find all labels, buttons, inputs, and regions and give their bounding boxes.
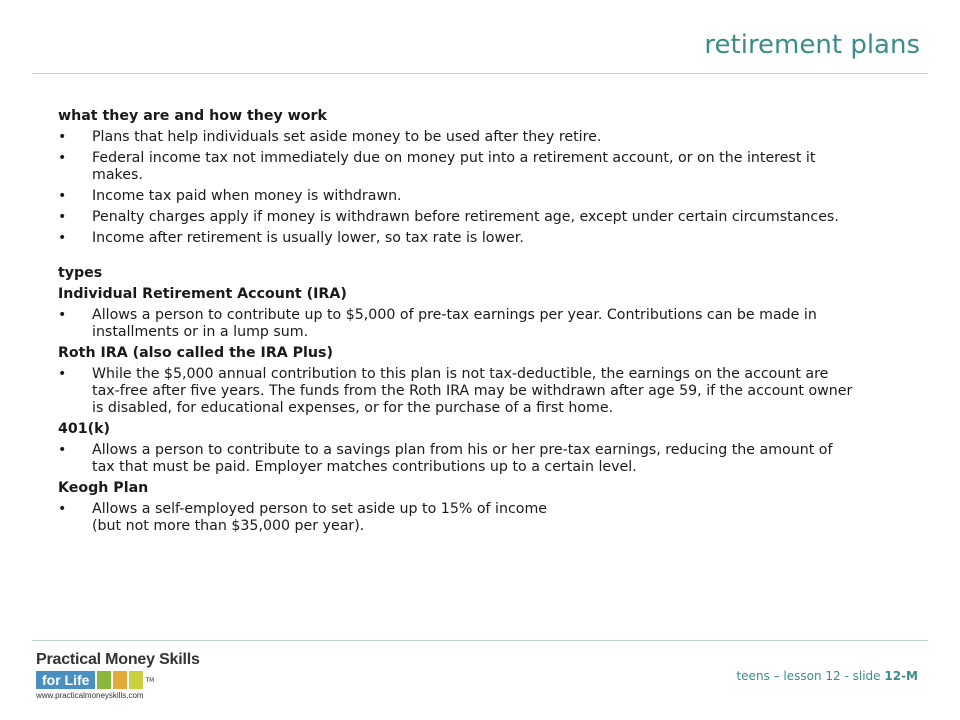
- bullet-glyph: •: [58, 150, 67, 166]
- 401k-list: [58, 442, 858, 476]
- logo-url: www.practicalmoneyskills.com: [36, 691, 144, 700]
- list-item: [58, 150, 858, 184]
- logo-row: [36, 671, 206, 689]
- logo-line2: for Life: [36, 671, 95, 689]
- list-item: [58, 307, 858, 341]
- list-item-text: Allows a person to contribute to a savings plan from his or her pre-tax earnings, reducing the amount of tax that must be paid. Employer matches contributions up to a certain level.: [92, 442, 833, 475]
- bullet-glyph: •: [58, 129, 67, 145]
- list-item: [58, 442, 858, 476]
- section-heading-types: types: [58, 265, 103, 281]
- list-item-text: Plans that help individuals set aside money to be used after they retire.: [92, 129, 602, 145]
- how-they-work-list: [58, 129, 858, 247]
- bullet-glyph: •: [58, 366, 67, 382]
- list-item-text: (but not more than $35,000 per year).: [92, 518, 365, 534]
- list-item: [58, 366, 858, 417]
- slide-footer: [736, 669, 918, 683]
- bottom-divider: [32, 640, 928, 641]
- list-item-text: While the $5,000 annual contribution to this plan is not tax-deductible, the earnings on the account are tax-free after five years. The funds from the Roth IRA may be withdrawn after age 59, if the account owner is disabled, for educational expenses, or for the purchase of a first home.: [92, 366, 853, 416]
- list-item: [58, 129, 858, 146]
- list-item-text: Allows a person to contribute up to $5,000 of pre-tax earnings per year. Contributions can be made in installments or in a lump sum.: [92, 307, 817, 340]
- top-divider: [32, 73, 928, 74]
- list-item: [58, 188, 858, 205]
- keogh-list: [58, 501, 858, 535]
- list-item-text: Income after retirement is usually lower, so tax rate is lower.: [92, 230, 524, 246]
- list-item: [58, 230, 858, 247]
- slide-number: 12-M: [884, 669, 918, 683]
- bullet-glyph: •: [58, 442, 67, 458]
- list-item-text: Penalty charges apply if money is withdrawn before retirement age, except under certain circumstances.: [92, 209, 839, 225]
- roth-ira-list: [58, 366, 858, 417]
- list-item: [58, 209, 858, 226]
- footer-text: teens – lesson 12 - slide: [736, 669, 885, 683]
- section-heading-how-they-work: what they are and how they work: [58, 108, 327, 124]
- logo-yellow-square: [129, 671, 143, 689]
- ira-heading: Individual Retirement Account (IRA): [58, 286, 347, 302]
- bullet-glyph: •: [58, 188, 67, 204]
- list-item-text: Income tax paid when money is withdrawn.: [92, 188, 402, 204]
- logo-green-square: [97, 671, 111, 689]
- list-item-text: Federal income tax not immediately due on money put into a retirement account, or on the interest it makes.: [92, 150, 816, 183]
- bullet-glyph: •: [58, 307, 67, 323]
- 401k-heading: 401(k): [58, 421, 111, 437]
- practical-money-skills-logo: [36, 651, 206, 703]
- roth-ira-heading: Roth IRA (also called the IRA Plus): [58, 345, 333, 361]
- bullet-glyph: •: [58, 230, 67, 246]
- list-item: [58, 501, 858, 535]
- logo-trademark: TM: [145, 676, 155, 684]
- list-item-text: Allows a self-employed person to set aside up to 15% of income: [92, 501, 548, 517]
- slide-content: [58, 108, 858, 539]
- bullet-glyph: •: [58, 501, 67, 517]
- keogh-heading: Keogh Plan: [58, 480, 149, 496]
- logo-line1: Practical Money Skills: [36, 651, 200, 668]
- ira-list: [58, 307, 858, 341]
- logo-orange-square: [113, 671, 127, 689]
- bullet-glyph: •: [58, 209, 67, 225]
- slide-title: retirement plans: [704, 30, 920, 60]
